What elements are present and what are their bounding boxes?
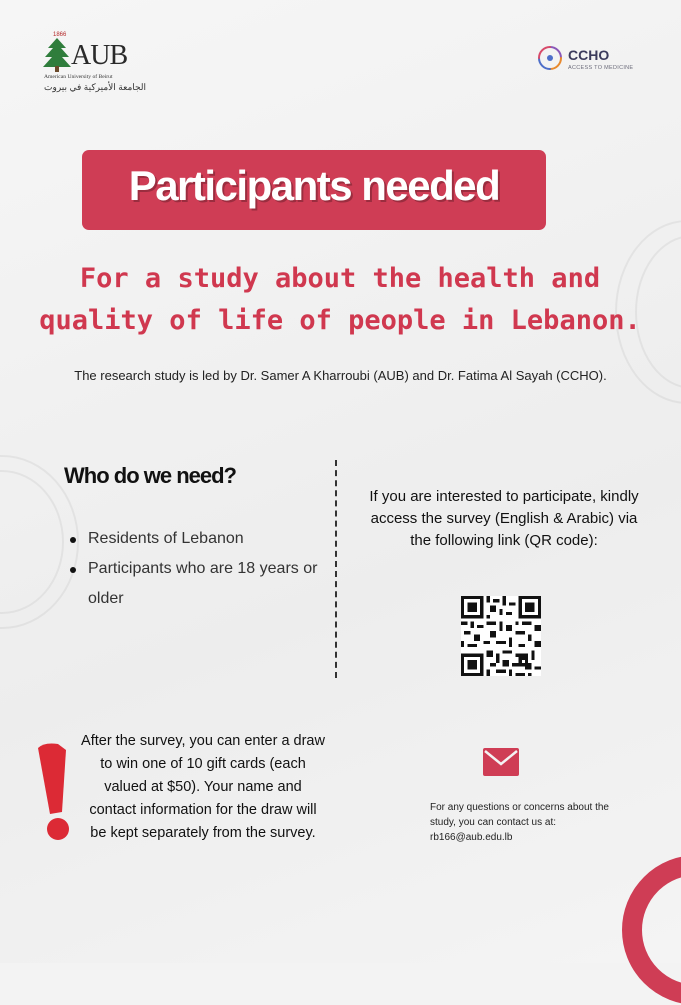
aub-arabic: الجامعة الأميركية في بيروت — [44, 82, 147, 92]
title-banner — [82, 150, 546, 230]
ccho-wordmark: CCHO — [568, 47, 610, 63]
ccho-tagline: ACCESS TO MEDICINE — [568, 65, 634, 71]
ccho-emblem-icon — [536, 44, 564, 72]
list-item: Participants who are 18 years or older — [66, 554, 336, 614]
contact-text: For any questions or concerns about the study, you can contact us at: rb166@aub.edu.lb — [430, 802, 609, 843]
qr-code[interactable] — [461, 596, 541, 676]
who-list — [66, 524, 336, 614]
exclamation-icon — [36, 742, 80, 842]
aub-wordmark: AUB — [71, 40, 128, 71]
list-item: Residents of Lebanon — [66, 524, 336, 554]
study-subtitle — [30, 258, 650, 342]
subtitle-line-2: quality of life of people in Lebanon. — [39, 305, 641, 336]
aub-logo — [42, 30, 147, 96]
aub-subtitle: American University of Beirut — [44, 74, 113, 80]
dashed-divider — [335, 460, 337, 678]
cedar-tree-icon — [42, 34, 72, 74]
prize-text: After the survey, you can enter a draw to win one of 10 gift cards (each valued at $50). Your name and contact information for the draw will be kept separately from the survey. — [81, 733, 325, 841]
mail-icon — [483, 748, 519, 776]
subtitle-line-1: For a study about the health and — [79, 263, 601, 294]
ccho-logo — [536, 44, 636, 78]
interest-text: If you are interested to participate, kindly access the survey (English & Arabic) via the following link (QR code): — [369, 488, 639, 549]
led-by-text: The research study is led by Dr. Samer A Kharroubi (AUB) and Dr. Fatima Al Sayah (CCHO). — [74, 368, 607, 383]
who-heading: Who do we need? — [64, 463, 236, 488]
banner-title: Participants needed — [128, 162, 500, 209]
decorative-corner-ring — [622, 855, 681, 1005]
aub-since: 1866 — [53, 32, 67, 38]
